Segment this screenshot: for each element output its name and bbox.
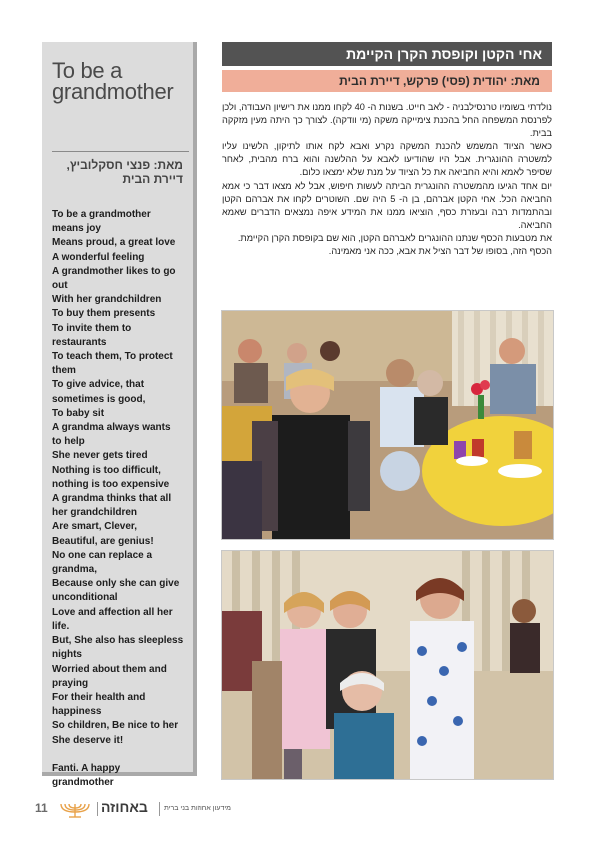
poem-line: She never gets tired <box>52 450 148 462</box>
poem-line: Worried about them and <box>52 663 167 675</box>
photo-party-table <box>221 310 554 540</box>
menorah-icon <box>55 802 95 823</box>
footer-separator <box>159 802 160 816</box>
poem-line: praying <box>52 677 89 689</box>
divider <box>52 151 189 152</box>
article-body <box>222 101 552 258</box>
poem-line: nothing is too expensive <box>52 478 170 490</box>
poem-line: She deserve it! <box>52 734 124 746</box>
poem-line: To baby sit <box>52 407 105 419</box>
poem-line: restaurants <box>52 336 107 348</box>
poem-line: But, She also has sleepless <box>52 635 184 647</box>
poem-line: her grandchildren <box>52 507 138 519</box>
article-paragraph: כאשר הציוד המשמש להכנת המשקה נקרע ואבא לקח אותו לתיקון, הלשינו עליו למשטרה ההונגרית. אבל היו שהודיעו לאבא על ההלשנה והוא ברח מהבית, לאחר שסיפר לאמא והיא החביאה את כל הציוד על מנת שלא ימצאו כלום. <box>222 141 552 178</box>
article-paragraph: יום אחד הגיעו מהמשטרה ההונגרית הביתה לעשות חיפוש, אבל לא מצאו דבר כי אמא החביאה הכל. אחי הקטן אברהם, בן ה- 5 היה שם. השוטרים לקחו את אברהם הקטן ובהתמדות רבה ובעזרת כסף, הוציאו ממנו את המידע איפה נמצאים הדברים שאמא החביאה. <box>222 180 552 230</box>
poem-line: sometimes is good, <box>52 393 146 405</box>
magazine-name: באחוזה <box>101 799 148 815</box>
poem-line: To be a grandmother <box>52 209 151 220</box>
article-paragraph: את מטבעות הכסף שנתנו ההונגרים לאברהם הקטן, הוא שם בקופסת הקרן הקיימת. <box>237 232 552 243</box>
article-paragraph: הכסף הזה, בסופו של דבר הציל את אבא, ככה אני מאמינה. <box>328 246 552 257</box>
poem-line: A grandmother likes to go <box>52 265 176 277</box>
poem-line: For their health and <box>52 691 146 703</box>
poem-line: Beautiful, are genius! <box>52 535 154 547</box>
poem-line: To teach them, To protect <box>52 351 173 363</box>
poem-line: nights <box>52 649 82 661</box>
article-byline: מאת: יהודית (פסי) פרקש, דיירת הבית <box>222 70 552 92</box>
poem-line: them <box>52 365 76 377</box>
article-paragraph: נולדתי בשומיו טרנסילבניה - לאב חייט. בשנות ה- 40 לקחו ממנו את רישיון העבודה, ולכן לפרנסת המשפחה החל בהכנת צימייקה משקה (מי וודקה). לצורך כך היתה מעין מזקקה בבית. <box>222 102 552 139</box>
poem-line: happiness <box>52 706 102 718</box>
article-headline: אחי הקטן וקופסת הקרן הקיימת <box>222 42 552 66</box>
poem-line: Love and affection all her <box>52 606 173 618</box>
poem-line: So children, Be nice to her <box>52 720 179 732</box>
poem-line: To invite them to <box>52 322 132 334</box>
poem-sidebar <box>42 42 197 788</box>
poem-author: מאת: פנצי חסקלוביץ, דיירת הבית <box>66 158 183 186</box>
poem-line: grandma, <box>52 564 98 576</box>
poem-line: Are smart, Clever, <box>52 521 138 533</box>
poem-line: life. <box>52 620 70 632</box>
poem-line: Because only she can give <box>52 578 180 590</box>
poem-line: A grandma always wants <box>52 422 171 434</box>
poem-title: To be a grandmother <box>52 58 174 104</box>
poem-line: Means proud, a great love <box>52 237 176 249</box>
footer-separator <box>97 802 98 816</box>
photo-four-women <box>221 550 554 780</box>
poem-line: Nothing is too difficult, <box>52 464 161 476</box>
poem-line: No one can replace a <box>52 549 153 561</box>
poem-line: unconditional <box>52 592 118 604</box>
poem-signature: Fanti. A happy <box>52 762 121 774</box>
poem-line: out <box>52 280 68 292</box>
poem-text <box>52 208 195 790</box>
poem-line: With her grandchildren <box>52 294 162 306</box>
poem-line: To buy them presents <box>52 308 156 320</box>
poem-signature: grandmother <box>52 776 114 788</box>
poem-line: A wonderful feeling <box>52 251 145 263</box>
poem-line: means joy <box>52 223 101 235</box>
poem-line: A grandma thinks that all <box>52 493 172 505</box>
page-footer <box>35 800 235 820</box>
page-number: 11 <box>35 801 48 815</box>
publisher-name: מידעון אחוזות בני ברית <box>164 805 231 812</box>
poem-line: To give advice, that <box>52 379 145 391</box>
poem-line: to help <box>52 436 85 448</box>
